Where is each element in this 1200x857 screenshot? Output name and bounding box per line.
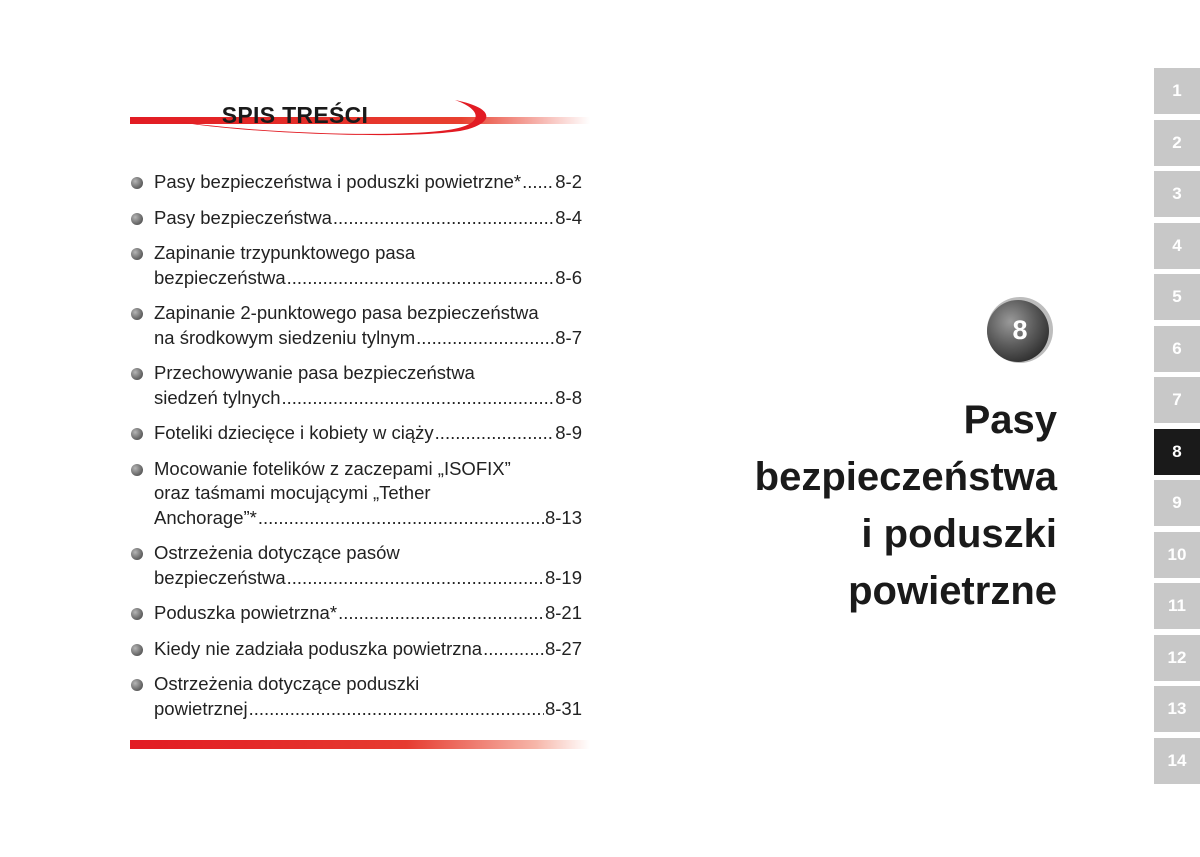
toc-leader-dots [287,266,555,291]
toc-entry-text: oraz taśmami mocującymi „Tether [154,482,431,503]
chapter-tab-13[interactable]: 13 [1154,686,1200,732]
chapter-tab-4[interactable]: 4 [1154,223,1200,269]
toc-page-number: 8-27 [544,637,582,659]
toc-page-number: 8-31 [544,697,582,719]
toc-leader-dots [287,566,544,591]
chapter-tab-8[interactable]: 8 [1154,429,1200,475]
bullet-icon [131,177,143,189]
toc-entry-line [154,326,582,351]
bullet-icon [131,248,143,260]
bullet-icon [131,548,143,560]
bottom-divider [130,740,590,749]
bullet-icon [131,464,143,476]
toc-leader-dots [522,170,554,195]
bullet-icon [131,308,143,320]
toc-page-number: 8-8 [555,386,582,408]
chapter-badge [985,295,1055,365]
toc-entry-line [154,386,582,411]
chapter-tab-14[interactable]: 14 [1154,738,1200,784]
toc-entry-text: Foteliki dziecięce i kobiety w ciąży [154,422,434,443]
toc-entry[interactable] [130,421,582,446]
toc-page-number: 8-2 [555,171,582,192]
toc-leader-dots [435,421,555,446]
chapter-tab-6[interactable]: 6 [1154,326,1200,372]
toc-entry-text: powietrznej [154,697,248,719]
bullet-icon [131,679,143,691]
toc-entry[interactable] [130,241,582,290]
chapter-title [755,392,1057,620]
toc-page-number: 8-9 [555,422,582,443]
toc-entry-text: Pasy bezpieczeństwa [154,206,332,228]
toc-entry-text: bezpieczeństwa [154,566,286,588]
chapter-number: 8 [1012,315,1028,345]
toc-entry-text: Ostrzeżenia dotyczące pasów [154,542,400,563]
toc-leader-dots [338,601,544,626]
toc-entry-line [154,170,582,195]
toc-entry-text: Pasy bezpieczeństwa i poduszki powietrzne* [154,171,522,192]
chapter-title-line: Pasy [963,398,1057,442]
bullet-icon [131,368,143,380]
toc-entry-line [154,506,582,531]
toc-entry-text: bezpieczeństwa [154,266,286,288]
toc-page-number: 8-19 [544,566,582,588]
toc-entry-line [154,421,582,446]
toc-leader-dots [281,386,554,411]
toc-leader-dots [333,206,554,231]
chapter-tab-7[interactable]: 7 [1154,377,1200,423]
toc-entry-line [154,637,582,662]
chapter-tab-12[interactable]: 12 [1154,635,1200,681]
toc-page-number: 8-4 [555,206,582,228]
toc-leader-dots [483,637,544,662]
chapter-title-line: powietrzne [848,569,1057,613]
toc-entry-text: na środkowym siedzeniu tylnym [154,326,416,348]
chapter-tab-11[interactable]: 11 [1154,583,1200,629]
toc-entry-text: Ostrzeżenia dotyczące poduszki [154,673,420,694]
toc-entry-line [154,697,582,722]
toc-entry-text: Zapinanie 2-punktowego pasa bezpieczeństwa [154,302,539,323]
toc-entry[interactable] [130,541,582,590]
toc-page-number: 8-21 [544,602,582,623]
toc-entry-line [154,266,582,291]
chapter-title-line: i poduszki [861,512,1057,556]
toc-entry[interactable] [130,637,582,662]
toc-entry-text: Kiedy nie zadziała poduszka powietrzna [154,637,483,659]
toc-header [130,97,590,147]
toc-title: SPIS TREŚCI [221,102,369,128]
bullet-icon [131,213,143,225]
toc-page-number: 8-13 [544,506,582,528]
toc-entry-text: Przechowywanie pasa bezpieczeństwa [154,362,475,383]
toc-entry-line [154,601,582,626]
toc-entry[interactable] [130,457,582,531]
toc-entry[interactable] [130,301,582,350]
toc-entry[interactable] [130,170,582,195]
toc-page-number: 8-7 [555,326,582,348]
bullet-icon [131,644,143,656]
toc-leader-dots [249,697,544,722]
toc-page-number: 8-6 [555,266,582,288]
chapter-tab-2[interactable]: 2 [1154,120,1200,166]
toc-entry-text: Zapinanie trzypunktowego pasa [154,242,416,263]
chapter-tab-5[interactable]: 5 [1154,274,1200,320]
toc-entry-text: Anchorage”* [154,506,257,528]
chapter-tab-1[interactable]: 1 [1154,68,1200,114]
toc-list [130,170,582,732]
bullet-icon [131,608,143,620]
toc-entry[interactable] [130,206,582,231]
chapter-tab-10[interactable]: 10 [1154,532,1200,578]
toc-entry[interactable] [130,361,582,410]
chapter-tab-3[interactable]: 3 [1154,171,1200,217]
toc-entry-text: siedzeń tylnych [154,386,281,408]
toc-entry-line [154,566,582,591]
toc-entry[interactable] [130,672,582,721]
chapter-tab-9[interactable]: 9 [1154,480,1200,526]
bullet-icon [131,428,143,440]
toc-entry-text: Mocowanie fotelików z zaczepami „ISOFIX” [154,457,511,479]
toc-leader-dots [416,326,554,351]
toc-entry-line [154,206,582,231]
chapter-title-line: bezpieczeństwa [754,455,1057,499]
chapter-tabs [1154,68,1200,789]
toc-entry-text: Poduszka powietrzna* [154,602,338,623]
toc-leader-dots [258,506,544,531]
toc-entry[interactable] [130,601,582,626]
